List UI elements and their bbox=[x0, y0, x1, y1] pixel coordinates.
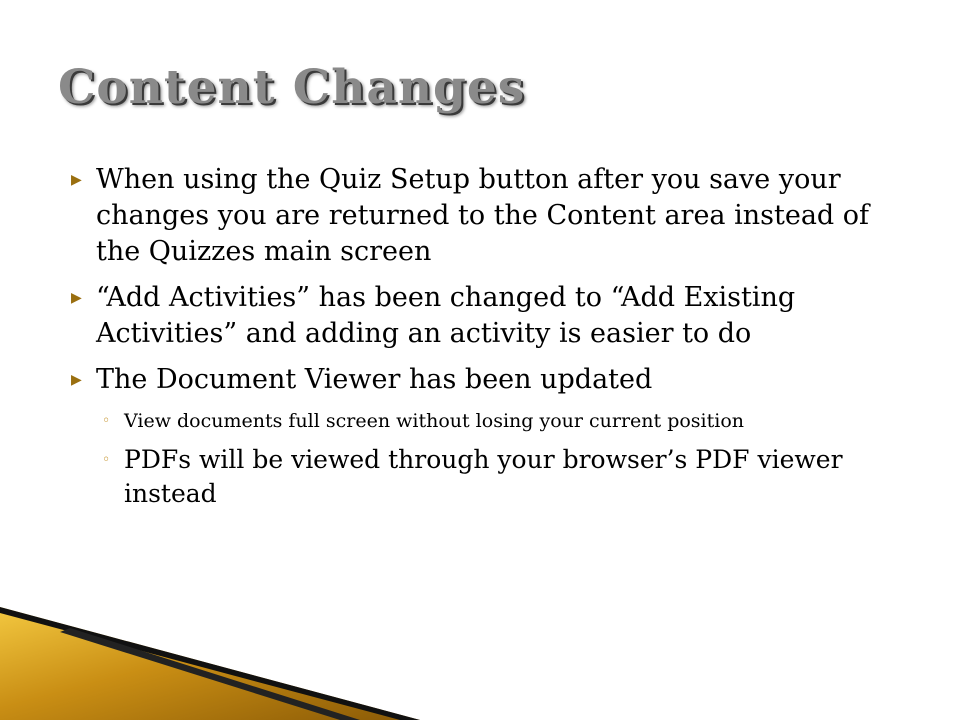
slide-title: Content Changes bbox=[58, 60, 526, 115]
sub-bullet-text: PDFs will be viewed through your browser’s PDF viewer instead bbox=[124, 445, 843, 508]
triangle-right-icon: ▶ bbox=[71, 172, 82, 188]
bullet-text: The Document Viewer has been updated bbox=[96, 364, 653, 395]
sub-bullet-item bbox=[102, 408, 896, 435]
sub-bullet-item bbox=[102, 443, 896, 511]
bullet-item bbox=[71, 362, 896, 398]
ring-icon: ◦ bbox=[102, 413, 111, 429]
triangle-right-icon: ▶ bbox=[71, 290, 82, 306]
bullet-text: When using the Quiz Setup button after you save your changes you are returned to the Content area instead of the Quizzes main screen bbox=[96, 164, 870, 267]
sub-bullet-text: View documents full screen without losing your current position bbox=[124, 410, 745, 432]
bullet-text: “Add Activities” has been changed to “Add Existing Activities” and adding an activity is easier to do bbox=[96, 282, 796, 349]
ring-icon: ◦ bbox=[102, 452, 111, 468]
bullet-list bbox=[71, 162, 896, 519]
bullet-item bbox=[71, 162, 896, 270]
bullet-item bbox=[71, 280, 896, 352]
triangle-right-icon: ▶ bbox=[71, 372, 82, 388]
